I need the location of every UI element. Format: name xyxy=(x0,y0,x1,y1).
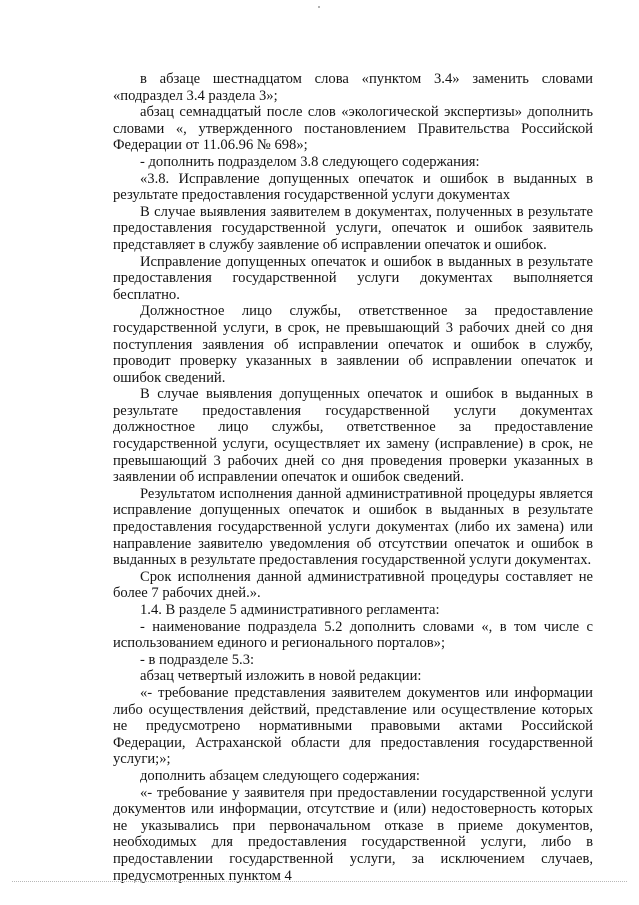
paragraph-12: - наименование подраздела 5.2 дополнить словами «, в том числе с использованием единого и регионального порталов»; xyxy=(113,618,593,652)
paragraph-6: Исправление допущенных опечаток и ошибок в выданных в результате предоставления государственной услуги документах выполняется бесплатно. xyxy=(113,253,593,303)
scan-dot-mark xyxy=(318,6,320,8)
page-bottom-edge xyxy=(12,881,627,882)
paragraph-11: 1.4. В разделе 5 административного регламента: xyxy=(140,602,440,618)
paragraph-15: «- требование представления заявителем документов или информации либо осуществления действий, представление или осуществление которых не предусмотрено нормативными правовыми актами Российской Федерации, Астраханской области для предоставления государственной услуги;»; xyxy=(113,684,593,768)
paragraph-1: в абзаце шестнадцатом слова «пунктом 3.4» заменить словами «подраздел 3.4 раздела 3»; xyxy=(113,71,593,104)
paragraph-8: В случае выявления допущенных опечаток и ошибок в выданных в результате предоставления государственной услуги документах должностное лицо службы, ответственное за предоставление государственной услуги, осуществляет их замену (исправление) в срок, не превышающий 3 рабочих дней со дня проведения проверки указанных в заявлении об исправлении опечаток и ошибок сведений. xyxy=(113,386,593,486)
paragraph-5: В случае выявления заявителем в документах, полученных в результате предоставления государственной услуги, опечаток и ошибок заявитель представляет в службу заявление об исправлении опечаток и ошибок. xyxy=(113,203,593,253)
section-heading-3-8: «3.8. Исправление допущенных опечаток и ошибок в выданных в результате предоставления государственной услуги документах xyxy=(113,170,593,204)
paragraph-10: Срок исполнения данной административной процедуры составляет не более 7 рабочих дней.». xyxy=(113,568,593,602)
paragraph-9: Результатом исполнения данной административной процедуры является исправление допущенных опечаток и ошибок в выданных в результате предоставления государственной услуги документах (либо их замена) или направление заявителю уведомления об отсутствии опечаток и ошибок в выданных в результате предоставления государственной услуги документах. xyxy=(113,485,593,569)
paragraph-14: абзац четвертый изложить в новой редакции: xyxy=(140,668,422,685)
paragraph-2: абзац семнадцатый после слов «экологической экспертизы» дополнить словами «, утвержденного постановлением Правительства Российской Федерации от 11.06.96 № 698»; xyxy=(113,104,593,154)
paragraph-17: «- требование у заявителя при предоставлении государственной услуги документов или информации, отсутствие и (или) недостоверность которых не указывались при первоначальном отказе в приеме документов, необходимых для предоставления государственной услуги, либо в предоставлении государственной услуги, за исключением случаев, предусмотренных пунктом 4 xyxy=(113,784,593,884)
paragraph-13: - в подразделе 5.3: xyxy=(140,651,255,668)
document-body xyxy=(113,71,593,884)
paragraph-3: - дополнить подразделом 3.8 следующего содержания: xyxy=(140,153,480,170)
paragraph-16: дополнить абзацем следующего содержания: xyxy=(140,767,420,784)
paragraph-7: Должностное лицо службы, ответственное за предоставление государственной услуги, в срок, не превышающий 3 рабочих дней со дня поступления заявления об исправлении опечаток и ошибок в службу, проводит проверку указанных в заявлении об исправлении опечаток и ошибок сведений. xyxy=(113,303,593,386)
